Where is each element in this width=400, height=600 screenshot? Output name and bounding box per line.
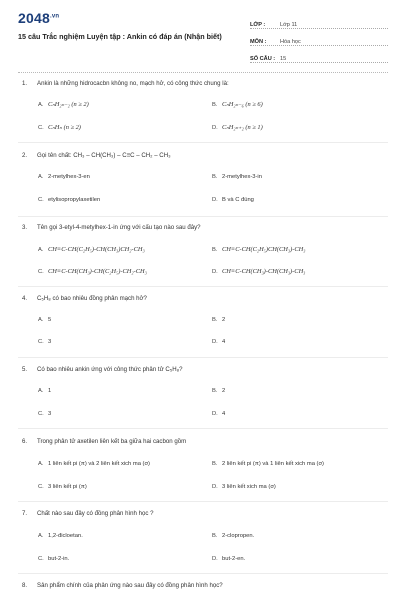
option-letter: D. [212,197,218,203]
option-letter: A. [38,247,44,253]
question-text: Tên gọi 3-etyl-4-metylhex-1-in ứng với cấu tạo nào sau đây? [37,224,201,231]
question-separator [18,501,388,502]
question-separator [18,428,388,429]
question-text: Sản phẩm chính của phản ứng nào sau đây có đồng phân hình học? [37,582,223,589]
option-d[interactable] [212,123,263,131]
option-a[interactable] [38,388,51,394]
option-text: etylisopropylaxetilen [48,197,101,203]
option-d[interactable] [212,484,276,490]
option-c[interactable] [38,411,51,417]
option-text: 3 [48,411,52,417]
option-d[interactable] [212,556,245,562]
meta-value: Lớp 11 [280,22,298,28]
meta-row-class [250,16,388,29]
option-b[interactable] [212,388,225,394]
option-letter: A. [38,461,44,467]
option-letter: C. [38,269,44,275]
option-text: 3 liên kết xich ma (σ) [222,484,276,490]
question-number: 6. [22,438,28,445]
question-number: 8. [22,582,28,589]
document-title: 15 câu Trắc nghiệm Luyện tập : Ankin có đáp án (Nhận biết) [18,32,222,41]
option-a[interactable] [38,100,89,108]
option-text: 2-clopropen. [222,533,255,539]
option-text: 2 liên kết pi (π) và 1 liên kết xich ma (σ) [222,461,324,467]
document-header [0,0,400,68]
option-text: CH≡C-CH(C₂H₅)CH(CH₃)-CH₃ [222,246,306,253]
question-text: Trong phân tử axetilen liên kết ba giữa hai cacbon gồm [37,438,187,445]
option-a[interactable] [38,246,145,253]
option-b[interactable] [212,317,225,323]
option-b[interactable] [212,174,262,180]
option-c[interactable] [38,123,81,131]
option-letter: A. [38,533,44,539]
question-separator [18,573,388,574]
option-text: 5 [48,317,52,323]
option-letter: B. [212,174,218,180]
option-letter: A. [38,388,44,394]
option-text: CH≡C-CH(C₂H₅)-CH(CH₃)CH₂-CH₃ [48,246,145,253]
option-letter: B. [212,533,218,539]
option-text: 3 [48,339,52,345]
question-stem [22,510,382,518]
meta-row-count [250,50,388,63]
option-text: CH≡C-CH(CH₃)-CH(C₂H₅)-CH₂-CH₃ [48,268,147,275]
option-letter: C. [38,411,44,417]
option-text: CₙH₂ₙ₋₂ (n ≥ 2) [48,101,89,108]
option-text: 1 [48,388,52,394]
meta-label: LỚP : [250,22,266,28]
option-text: 4 [222,339,226,345]
question-stem [22,152,382,160]
header-divider [18,72,388,73]
option-text: but-2-in. [48,556,70,562]
option-c[interactable] [38,556,69,562]
question-stem [22,80,382,88]
option-letter: D. [212,125,218,131]
option-c[interactable] [38,484,87,490]
option-text: CₙHₙ (n ≥ 2) [48,124,81,131]
question-separator [18,357,388,358]
option-letter: D. [212,339,218,345]
question-separator [18,216,388,217]
option-text: CH≡C-CH(CH₃)-CH(CH₃)-CH₃ [222,268,306,275]
meta-row-subject [250,33,388,46]
question-number: 1. [22,80,28,87]
meta-value: Hóa học [280,39,301,45]
logo-suffix: .vn [49,13,60,20]
option-text: 3 liên kết pi (π) [48,484,87,490]
option-text: 2-metylhex-3-in [222,174,262,180]
option-letter: C. [38,556,44,562]
option-letter: D. [212,484,218,490]
option-b[interactable] [212,461,324,467]
question-text: Ankin là những hidrocacbn không no, mạch hở, có công thức chung là: [37,80,229,87]
option-letter: D. [212,411,218,417]
option-a[interactable] [38,317,51,323]
meta-value: 15 [280,56,287,62]
document-meta [250,16,388,67]
question-stem [22,582,382,590]
question-number: 2. [22,152,28,159]
option-letter: D. [212,269,218,275]
option-a[interactable] [38,174,90,180]
question-number: 4. [22,295,28,302]
option-text: 1 liên kết pi (π) và 2 liên kết xich ma (σ) [48,461,150,467]
option-a[interactable] [38,461,150,467]
option-text: CₙH₂ₙ₋₆ (n ≥ 6) [222,101,263,108]
option-text: B và C đúng [222,197,254,203]
question-stem [22,366,382,374]
option-d[interactable] [212,339,225,345]
question-number: 7. [22,510,28,517]
option-text: 2 [222,388,226,394]
option-a[interactable] [38,533,83,539]
option-d[interactable] [212,268,305,275]
option-d[interactable] [212,411,225,417]
question-separator [18,142,388,143]
question-stem [22,224,382,232]
option-letter: C. [38,125,44,131]
option-letter: A. [38,174,44,180]
option-c[interactable] [38,339,51,345]
option-d[interactable] [212,197,254,203]
option-text: 4 [222,411,226,417]
option-b[interactable] [212,100,263,108]
option-letter: C. [38,484,44,490]
question-number: 5. [22,366,28,373]
question-separator [18,286,388,287]
question-text: Gọi tên chất: CH₃ – CH(CH₃) – C≡C – CH₂ – CH₃ [37,152,171,159]
option-letter: B. [212,388,218,394]
option-letter: C. [38,339,44,345]
option-letter: A. [38,102,44,108]
option-text: but-2-en. [222,556,246,562]
option-text: 2-metylhex-3-en [48,174,90,180]
option-letter: B. [212,461,218,467]
option-text: 1,2-đicloetan. [48,533,83,539]
option-b[interactable] [212,246,306,253]
question-number: 3. [22,224,28,231]
option-text: 2 [222,317,226,323]
option-letter: B. [212,317,218,323]
option-letter: C. [38,197,44,203]
option-letter: B. [212,102,218,108]
question-stem [22,295,382,303]
question-text: C₅H₈ có bao nhiêu đồng phân mạch hở? [37,295,147,302]
option-letter: A. [38,317,44,323]
option-letter: D. [212,556,218,562]
option-letter: B. [212,247,218,253]
meta-label: MÔN : [250,39,267,45]
question-stem [22,438,382,446]
option-text: CₙH₂ₙ₊₂ (n ≥ 1) [222,124,263,131]
meta-label: SỐ CÂU : [250,56,276,62]
question-text: Có bao nhiêu ankin ứng với công thức phân tử C₅H₈? [37,366,183,373]
option-c[interactable] [38,197,100,203]
logo-text: 2048 [18,10,50,26]
question-text: Chất nào sau đây có đồng phân hình học ? [37,510,154,517]
option-b[interactable] [212,533,254,539]
option-c[interactable] [38,268,147,275]
